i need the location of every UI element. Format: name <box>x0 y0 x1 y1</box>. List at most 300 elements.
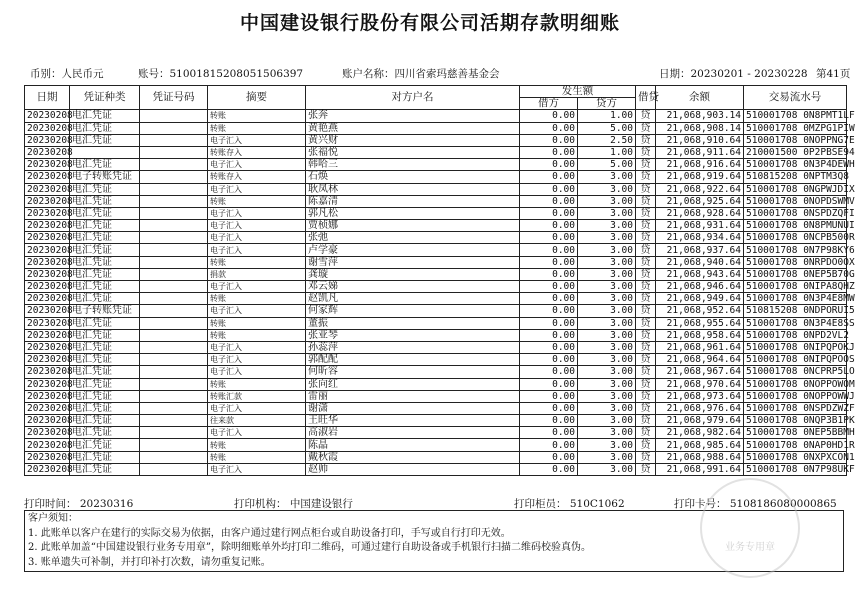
cell-party: 赵凯凡 <box>306 293 520 305</box>
cell-balance: 21,068,919.64 <box>656 171 744 183</box>
cell-debit: 0.00 <box>520 378 578 390</box>
bank-seal-stamp: 业务专用章 <box>700 478 800 578</box>
cell-summary: 转账 <box>208 122 306 134</box>
cell-dc: 贷 <box>636 366 656 378</box>
cell-debit: 0.00 <box>520 317 578 329</box>
cell-serial: 510001708 0NOPPOWWJ <box>744 390 847 402</box>
cell-type: 电汇凭证 <box>70 159 140 171</box>
table-row <box>25 329 847 341</box>
cell-credit: 3.00 <box>578 171 636 183</box>
cell-serial: 510001708 0NOPDSWMV <box>744 195 847 207</box>
table-row <box>25 415 847 427</box>
header-voucher-no: 凭证号码 <box>140 86 208 110</box>
table-row <box>25 354 847 366</box>
cell-type: 电汇凭证 <box>70 268 140 280</box>
cell-party: 郭配配 <box>306 354 520 366</box>
date-range: 日期：20230201 - 20230228 <box>659 68 808 80</box>
cell-debit: 0.00 <box>520 366 578 378</box>
table-row <box>25 171 847 183</box>
cell-date: 20230208 <box>25 427 70 439</box>
cell-date: 20230208 <box>25 305 70 317</box>
cell-voucher <box>140 415 208 427</box>
cell-balance: 21,068,937.64 <box>656 244 744 256</box>
cell-credit: 3.00 <box>578 256 636 268</box>
cell-summary: 电子汇入 <box>208 207 306 219</box>
header-balance: 余额 <box>656 86 744 110</box>
header-credit: 贷方 <box>578 98 636 110</box>
cell-date: 20230208 <box>25 171 70 183</box>
cell-party: 石焕 <box>306 171 520 183</box>
cell-date: 20230208 <box>25 146 70 158</box>
cell-serial: 510001708 0N3P4E8SS <box>744 317 847 329</box>
cell-party: 何家辉 <box>306 305 520 317</box>
account-number: 账号：51001815208051506397 <box>138 68 304 80</box>
cell-serial: 510001708 0NQP3B1PK <box>744 415 847 427</box>
cell-summary: 转账存入 <box>208 171 306 183</box>
cell-debit: 0.00 <box>520 402 578 414</box>
cell-dc: 贷 <box>636 146 656 158</box>
cell-serial: 510001708 0NGPWJDIX <box>744 183 847 195</box>
cell-party: 张福悦 <box>306 146 520 158</box>
table-row <box>25 293 847 305</box>
cell-dc: 贷 <box>636 232 656 244</box>
cell-debit: 0.00 <box>520 244 578 256</box>
cell-debit: 0.00 <box>520 281 578 293</box>
cell-party: 赵帅 <box>306 463 520 475</box>
cell-debit: 0.00 <box>520 463 578 475</box>
cell-debit: 0.00 <box>520 171 578 183</box>
cell-balance: 21,068,940.64 <box>656 256 744 268</box>
cell-date: 20230208 <box>25 390 70 402</box>
cell-dc: 贷 <box>636 293 656 305</box>
cell-summary: 电子汇入 <box>208 220 306 232</box>
cell-voucher <box>140 451 208 463</box>
cell-credit: 2.50 <box>578 134 636 146</box>
table-row <box>25 232 847 244</box>
cell-summary: 电子汇入 <box>208 134 306 146</box>
cell-summary: 往来款 <box>208 415 306 427</box>
cell-date: 20230208 <box>25 281 70 293</box>
cell-party: 何昕容 <box>306 366 520 378</box>
cell-date: 20230208 <box>25 402 70 414</box>
account-meta <box>14 66 850 82</box>
notes-heading: 客户须知： <box>28 513 78 524</box>
cell-debit: 0.00 <box>520 220 578 232</box>
cell-date: 20230208 <box>25 122 70 134</box>
cell-serial: 510001708 0NOPPOWOM <box>744 378 847 390</box>
cell-serial: 510001708 0N8PMT1LF <box>744 110 847 122</box>
cell-date: 20230208 <box>25 244 70 256</box>
cell-voucher <box>140 341 208 353</box>
cell-serial: 510001708 0N3P4DEWH <box>744 159 847 171</box>
table-row <box>25 146 847 158</box>
print-teller: 打印柜员： 510C1062 <box>514 498 625 510</box>
table-row <box>25 244 847 256</box>
cell-voucher <box>140 244 208 256</box>
cell-dc: 贷 <box>636 195 656 207</box>
cell-party: 贾桢娜 <box>306 220 520 232</box>
cell-serial: 510001708 0NSPDZQFI <box>744 207 847 219</box>
cell-type: 电汇凭证 <box>70 329 140 341</box>
cell-date: 20230208 <box>25 110 70 122</box>
table-row <box>25 281 847 293</box>
table-row <box>25 134 847 146</box>
cell-summary: 电子汇入 <box>208 402 306 414</box>
cell-date: 20230208 <box>25 354 70 366</box>
cell-voucher <box>140 463 208 475</box>
table-row <box>25 256 847 268</box>
cell-debit: 0.00 <box>520 146 578 158</box>
cell-credit: 3.00 <box>578 183 636 195</box>
cell-summary: 电子汇入 <box>208 354 306 366</box>
cell-dc: 贷 <box>636 427 656 439</box>
cell-dc: 贷 <box>636 159 656 171</box>
cell-date: 20230208 <box>25 378 70 390</box>
table-row <box>25 207 847 219</box>
cell-balance: 21,068,911.64 <box>656 146 744 158</box>
cell-debit: 0.00 <box>520 159 578 171</box>
cell-party: 戴秋霞 <box>306 451 520 463</box>
cell-voucher <box>140 317 208 329</box>
cell-party: 张亚琴 <box>306 329 520 341</box>
cell-debit: 0.00 <box>520 232 578 244</box>
cell-type: 电汇凭证 <box>70 439 140 451</box>
cell-date: 20230208 <box>25 183 70 195</box>
cell-dc: 贷 <box>636 171 656 183</box>
cell-dc: 贷 <box>636 378 656 390</box>
cell-serial: 510001708 0MZPG1PIW <box>744 122 847 134</box>
cell-debit: 0.00 <box>520 122 578 134</box>
cell-serial: 510001708 0NCPRP5LO <box>744 366 847 378</box>
print-org: 打印机构： 中国建设银行 <box>234 498 353 510</box>
cell-serial: 510001708 0N8PMUNUI <box>744 220 847 232</box>
cell-serial: 510001708 0N7P98KY6 <box>744 244 847 256</box>
cell-party: 谢雪萍 <box>306 256 520 268</box>
cell-balance: 21,068,931.64 <box>656 220 744 232</box>
note-item: 3. 账单遗失可补制，并打印补打次数，请勿重复记账。 <box>28 556 271 568</box>
cell-dc: 贷 <box>636 183 656 195</box>
cell-party: 郭凡松 <box>306 207 520 219</box>
cell-summary: 转账 <box>208 110 306 122</box>
cell-date: 20230208 <box>25 366 70 378</box>
cell-serial: 510001708 0NEP5B70G <box>744 268 847 280</box>
cell-serial: 510001708 0NIPA8QHZ <box>744 281 847 293</box>
note-item: 1. 此账单以客户在建行的实际交易为依据，由客户通过建行网点柜台或自助设备打印，手写或自行打印无效。 <box>28 527 511 539</box>
cell-credit: 3.00 <box>578 305 636 317</box>
cell-balance: 21,068,922.64 <box>656 183 744 195</box>
cell-voucher <box>140 305 208 317</box>
cell-credit: 5.00 <box>578 159 636 171</box>
cell-credit: 3.00 <box>578 244 636 256</box>
cell-type: 电汇凭证 <box>70 463 140 475</box>
page-number: 第41页 <box>816 68 851 80</box>
table-row <box>25 317 847 329</box>
cell-balance: 21,068,970.64 <box>656 378 744 390</box>
cell-serial: 510001708 0N7P98UKF <box>744 463 847 475</box>
cell-date: 20230208 <box>25 451 70 463</box>
cell-credit: 3.00 <box>578 268 636 280</box>
cell-credit: 3.00 <box>578 232 636 244</box>
cell-debit: 0.00 <box>520 329 578 341</box>
cell-credit: 3.00 <box>578 293 636 305</box>
cell-party: 黄兴财 <box>306 134 520 146</box>
cell-serial: 510001708 0NPD2VL2 <box>744 329 847 341</box>
cell-voucher <box>140 439 208 451</box>
cell-balance: 21,068,952.64 <box>656 305 744 317</box>
cell-serial: 510001708 0NIPQPOKJ <box>744 341 847 353</box>
cell-balance: 21,068,916.64 <box>656 159 744 171</box>
header-amount: 发生额 <box>520 86 636 98</box>
cell-debit: 0.00 <box>520 256 578 268</box>
currency-label: 币别：人民币元 <box>30 68 104 80</box>
cell-voucher <box>140 220 208 232</box>
cell-type: 电子转账凭证 <box>70 305 140 317</box>
cell-credit: 3.00 <box>578 281 636 293</box>
table-row <box>25 402 847 414</box>
cell-date: 20230208 <box>25 134 70 146</box>
cell-dc: 贷 <box>636 341 656 353</box>
cell-debit: 0.00 <box>520 207 578 219</box>
cell-dc: 贷 <box>636 463 656 475</box>
cell-balance: 21,068,985.64 <box>656 439 744 451</box>
cell-dc: 贷 <box>636 415 656 427</box>
cell-type: 电汇凭证 <box>70 183 140 195</box>
cell-voucher <box>140 281 208 293</box>
cell-type: 电汇凭证 <box>70 293 140 305</box>
cell-dc: 贷 <box>636 439 656 451</box>
cell-balance: 21,068,946.64 <box>656 281 744 293</box>
cell-dc: 贷 <box>636 207 656 219</box>
cell-voucher <box>140 329 208 341</box>
cell-date: 20230208 <box>25 256 70 268</box>
table-row <box>25 183 847 195</box>
cell-summary: 转账汇款 <box>208 390 306 402</box>
cell-date: 20230208 <box>25 195 70 207</box>
cell-party: 邓云娣 <box>306 281 520 293</box>
cell-type: 电汇凭证 <box>70 341 140 353</box>
cell-party: 卢学豪 <box>306 244 520 256</box>
cell-balance: 21,068,964.64 <box>656 354 744 366</box>
cell-debit: 0.00 <box>520 390 578 402</box>
header-summary: 摘要 <box>208 86 306 110</box>
cell-type: 电汇凭证 <box>70 244 140 256</box>
cell-voucher <box>140 354 208 366</box>
cell-voucher <box>140 159 208 171</box>
cell-voucher <box>140 390 208 402</box>
table-row <box>25 378 847 390</box>
cell-summary: 转账 <box>208 195 306 207</box>
cell-credit: 3.00 <box>578 451 636 463</box>
cell-date: 20230208 <box>25 415 70 427</box>
cell-serial: 510815208 0NPTM3Q8 <box>744 171 847 183</box>
cell-type: 电汇凭证 <box>70 134 140 146</box>
cell-credit: 3.00 <box>578 317 636 329</box>
cell-summary: 转账 <box>208 317 306 329</box>
cell-voucher <box>140 402 208 414</box>
cell-voucher <box>140 427 208 439</box>
table-row <box>25 220 847 232</box>
cell-voucher <box>140 195 208 207</box>
cell-credit: 3.00 <box>578 329 636 341</box>
cell-balance: 21,068,934.64 <box>656 232 744 244</box>
cell-credit: 3.00 <box>578 415 636 427</box>
cell-voucher <box>140 146 208 158</box>
cell-party: 龚璇 <box>306 268 520 280</box>
cell-party: 陈晶 <box>306 439 520 451</box>
cell-party: 黄艳燕 <box>306 122 520 134</box>
cell-summary: 转账 <box>208 329 306 341</box>
cell-type: 电汇凭证 <box>70 195 140 207</box>
cell-date: 20230208 <box>25 439 70 451</box>
cell-serial: 510001708 0NXPXCON1 <box>744 451 847 463</box>
cell-credit: 3.00 <box>578 207 636 219</box>
cell-debit: 0.00 <box>520 134 578 146</box>
cell-type: 电汇凭证 <box>70 110 140 122</box>
table-row <box>25 366 847 378</box>
cell-party: 高淑岩 <box>306 427 520 439</box>
cell-credit: 3.00 <box>578 378 636 390</box>
cell-type: 电汇凭证 <box>70 390 140 402</box>
cell-type: 电子转账凭证 <box>70 171 140 183</box>
header-counterparty: 对方户名 <box>306 86 520 110</box>
cell-balance: 21,068,910.64 <box>656 134 744 146</box>
cell-balance: 21,068,955.64 <box>656 317 744 329</box>
cell-date: 20230208 <box>25 341 70 353</box>
header-dc: 借贷 <box>636 86 656 110</box>
cell-party: 谢潇 <box>306 402 520 414</box>
cell-type: 电汇凭证 <box>70 354 140 366</box>
cell-summary: 电子汇入 <box>208 159 306 171</box>
table-row <box>25 195 847 207</box>
cell-party: 王旺华 <box>306 415 520 427</box>
table-row <box>25 439 847 451</box>
header-debit: 借方 <box>520 98 578 110</box>
cell-summary: 转账 <box>208 378 306 390</box>
cell-voucher <box>140 268 208 280</box>
cell-date: 20230208 <box>25 207 70 219</box>
cell-debit: 0.00 <box>520 268 578 280</box>
cell-dc: 贷 <box>636 122 656 134</box>
cell-summary: 转账 <box>208 256 306 268</box>
cell-dc: 贷 <box>636 268 656 280</box>
cell-voucher <box>140 183 208 195</box>
cell-voucher <box>140 110 208 122</box>
cell-party: 耿凤林 <box>306 183 520 195</box>
cell-serial: 510001708 0NOPPNG7E <box>744 134 847 146</box>
transaction-table <box>24 85 855 476</box>
cell-dc: 贷 <box>636 354 656 366</box>
cell-balance: 21,068,973.64 <box>656 390 744 402</box>
cell-credit: 3.00 <box>578 354 636 366</box>
cell-debit: 0.00 <box>520 110 578 122</box>
print-card: 打印卡号： 5108186080000865 <box>674 498 837 510</box>
header-voucher-type: 凭证种类 <box>70 86 140 110</box>
cell-voucher <box>140 256 208 268</box>
cell-dc: 贷 <box>636 220 656 232</box>
cell-voucher <box>140 122 208 134</box>
cell-balance: 21,068,949.64 <box>656 293 744 305</box>
cell-type: 电汇凭证 <box>70 256 140 268</box>
cell-dc: 贷 <box>636 390 656 402</box>
cell-type: 电汇凭证 <box>70 207 140 219</box>
cell-summary: 电子汇入 <box>208 427 306 439</box>
cell-serial: 510815208 0NDPORUI5 <box>744 305 847 317</box>
cell-party: 张弛 <box>306 232 520 244</box>
cell-party: 孙蕊萍 <box>306 341 520 353</box>
cell-summary: 转账存入 <box>208 146 306 158</box>
cell-balance: 21,068,925.64 <box>656 195 744 207</box>
statement-title: 中国建设银行股份有限公司活期存款明细账 <box>239 12 620 34</box>
cell-serial: 510001708 0NIPQPOOS <box>744 354 847 366</box>
cell-date: 20230208 <box>25 463 70 475</box>
cell-party: 雷丽 <box>306 390 520 402</box>
cell-date: 20230208 <box>25 268 70 280</box>
cell-type: 电汇凭证 <box>70 402 140 414</box>
cell-debit: 0.00 <box>520 183 578 195</box>
cell-balance: 21,068,976.64 <box>656 402 744 414</box>
header-date: 日期 <box>25 86 70 110</box>
cell-balance: 21,068,991.64 <box>656 463 744 475</box>
cell-summary: 电子汇入 <box>208 183 306 195</box>
cell-party: 董振 <box>306 317 520 329</box>
account-name: 账户名称：四川省索玛慈善基金会 <box>342 68 500 80</box>
cell-summary: 电子汇入 <box>208 305 306 317</box>
cell-credit: 3.00 <box>578 195 636 207</box>
cell-debit: 0.00 <box>520 439 578 451</box>
cell-credit: 3.00 <box>578 402 636 414</box>
cell-balance: 21,068,908.14 <box>656 122 744 134</box>
cell-balance: 21,068,958.64 <box>656 329 744 341</box>
cell-credit: 1.00 <box>578 110 636 122</box>
cell-summary: 电子汇入 <box>208 232 306 244</box>
table-row <box>25 451 847 463</box>
table-row <box>25 305 847 317</box>
cell-type: 电汇凭证 <box>70 451 140 463</box>
cell-serial: 510001708 0NAP0HD1R <box>744 439 847 451</box>
cell-type <box>70 146 140 158</box>
cell-party: 韩哈三 <box>306 159 520 171</box>
cell-type: 电汇凭证 <box>70 220 140 232</box>
cell-credit: 3.00 <box>578 427 636 439</box>
cell-credit: 5.00 <box>578 122 636 134</box>
cell-summary: 电子汇入 <box>208 281 306 293</box>
cell-type: 电汇凭证 <box>70 378 140 390</box>
cell-type: 电汇凭证 <box>70 232 140 244</box>
cell-serial: 210001500 0P2PBSE94 <box>744 146 847 158</box>
cell-debit: 0.00 <box>520 451 578 463</box>
cell-dc: 贷 <box>636 256 656 268</box>
cell-serial: 510001708 0NCPB500R <box>744 232 847 244</box>
cell-dc: 贷 <box>636 317 656 329</box>
cell-summary: 转账 <box>208 451 306 463</box>
cell-serial: 510001708 0NEP5BBMH <box>744 427 847 439</box>
cell-debit: 0.00 <box>520 427 578 439</box>
cell-type: 电汇凭证 <box>70 427 140 439</box>
table-row <box>25 427 847 439</box>
cell-type: 电汇凭证 <box>70 415 140 427</box>
cell-summary: 电子汇入 <box>208 463 306 475</box>
print-date: 打印时间： 20230316 <box>24 498 134 510</box>
cell-balance: 21,068,943.64 <box>656 268 744 280</box>
cell-credit: 3.00 <box>578 366 636 378</box>
cell-summary: 捐款 <box>208 268 306 280</box>
table-row <box>25 463 847 475</box>
cell-debit: 0.00 <box>520 341 578 353</box>
cell-debit: 0.00 <box>520 293 578 305</box>
cell-voucher <box>140 232 208 244</box>
cell-balance: 21,068,982.64 <box>656 427 744 439</box>
table-row <box>25 268 847 280</box>
